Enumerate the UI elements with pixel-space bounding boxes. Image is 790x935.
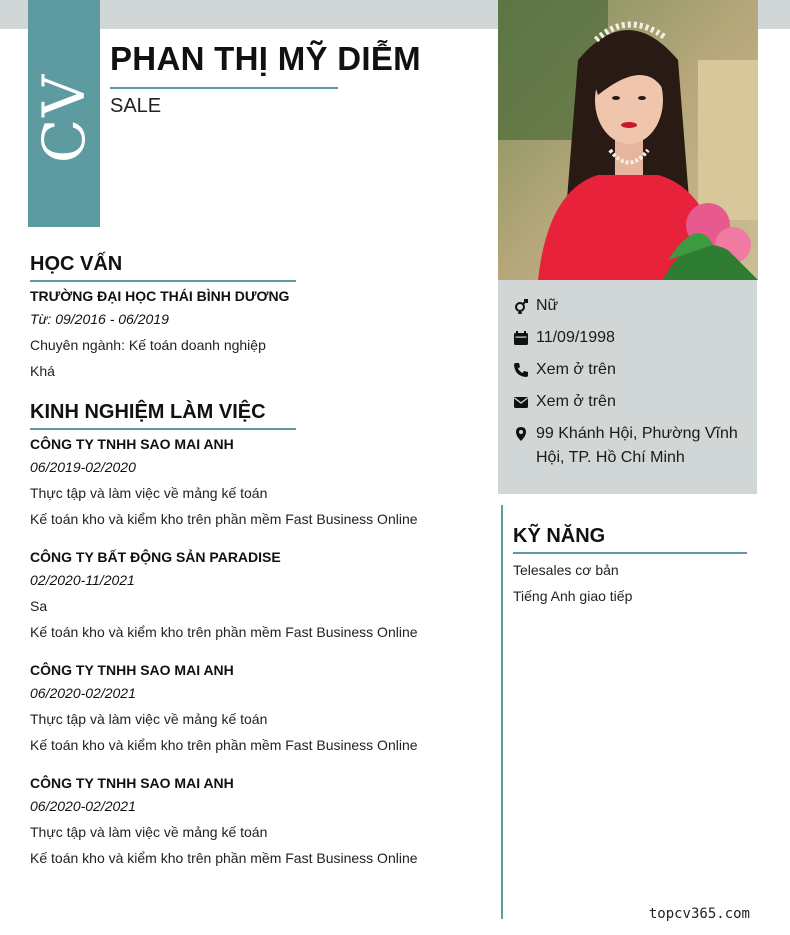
job-period: 06/2020-02/2021 <box>30 798 136 814</box>
education-rule <box>30 280 296 282</box>
watermark: topcv365.com <box>648 906 750 922</box>
skills-title: KỸ NĂNG <box>513 525 606 547</box>
experience-item <box>30 547 470 642</box>
info-email <box>512 390 743 414</box>
experience-rule <box>30 428 296 430</box>
envelope-icon <box>512 390 530 414</box>
candidate-position: SALE <box>110 95 162 117</box>
skill-item: Tiếng Anh giao tiếp <box>513 588 633 604</box>
experience-item <box>30 660 470 755</box>
calendar-icon <box>512 326 530 350</box>
company-name: CÔNG TY TNHH SAO MAI ANH <box>30 775 234 791</box>
company-name: CÔNG TY TNHH SAO MAI ANH <box>30 662 234 678</box>
education-period: Từ: 09/2016 - 06/2019 <box>30 311 169 327</box>
job-description: Kế toán kho và kiểm kho trên phần mềm Fast Business Online <box>30 511 418 527</box>
job-period: 06/2019-02/2020 <box>30 459 136 475</box>
job-period: 06/2020-02/2021 <box>30 685 136 701</box>
profile-photo <box>498 0 758 280</box>
company-name: CÔNG TY TNHH SAO MAI ANH <box>30 436 234 452</box>
job-description: Sa <box>30 598 48 614</box>
school-name: TRƯỜNG ĐẠI HỌC THÁI BÌNH DƯƠNG <box>30 288 290 304</box>
experience-title: KINH NGHIỆM LÀM VIỆC <box>30 401 266 423</box>
gender-icon <box>512 294 530 318</box>
candidate-name: PHAN THỊ MỸ DIỄM <box>110 40 421 77</box>
skills-rule <box>513 552 747 554</box>
job-period: 02/2020-11/2021 <box>30 572 135 588</box>
gender-value: Nữ <box>536 297 559 314</box>
phone-icon <box>512 358 530 382</box>
education-major: Chuyên ngành: Kế toán doanh nghiệp <box>30 337 266 353</box>
address-value: 99 Khánh Hội, Phường Vĩnh Hội, TP. Hồ Chí Minh <box>536 425 738 466</box>
map-pin-icon <box>512 422 530 446</box>
job-description: Thực tập và làm việc về mảng kế toán <box>30 485 268 501</box>
birthday-value: 11/09/1998 <box>536 329 615 346</box>
info-phone <box>512 358 743 382</box>
skill-item: Telesales cơ bản <box>513 562 619 578</box>
education-grade: Khá <box>30 363 55 379</box>
column-divider <box>501 505 503 919</box>
experience-item <box>30 434 470 529</box>
phone-value: Xem ở trên <box>536 361 616 378</box>
cv-tab <box>28 0 100 227</box>
job-description: Thực tập và làm việc về mảng kế toán <box>30 711 268 727</box>
education-title: HỌC VẤN <box>30 253 123 275</box>
education-section <box>30 286 470 381</box>
job-description: Thực tập và làm việc về mảng kế toán <box>30 824 268 840</box>
job-description: Kế toán kho và kiểm kho trên phần mềm Fast Business Online <box>30 737 418 753</box>
info-gender <box>512 294 743 318</box>
company-name: CÔNG TY BẤT ĐỘNG SẢN PARADISE <box>30 549 281 565</box>
job-description: Kế toán kho và kiểm kho trên phần mềm Fast Business Online <box>30 850 418 866</box>
skills-list <box>513 560 753 612</box>
email-value: Xem ở trên <box>536 393 616 410</box>
name-underline <box>110 87 338 89</box>
personal-info-panel <box>498 280 757 494</box>
info-address <box>512 422 743 470</box>
info-birthday <box>512 326 743 350</box>
cv-tab-text: CV <box>30 72 98 164</box>
experience-item <box>30 773 470 868</box>
job-description: Kế toán kho và kiểm kho trên phần mềm Fast Business Online <box>30 624 418 640</box>
